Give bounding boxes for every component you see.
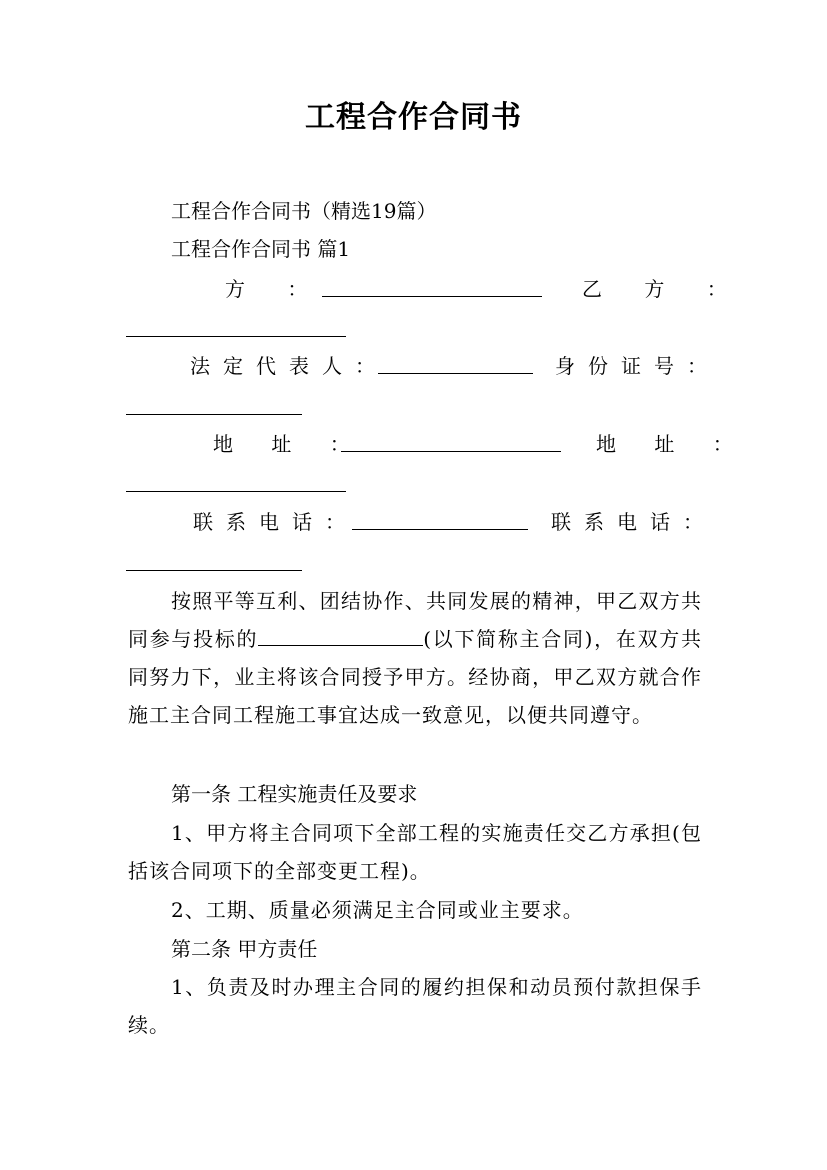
id-number-blank xyxy=(126,413,302,415)
article-2-item-1 xyxy=(128,968,702,1044)
project-name-blank xyxy=(258,623,423,646)
party-a-label: 方 ： xyxy=(225,277,326,301)
chapter-heading: 工程合作合同书 篇1 xyxy=(171,237,351,261)
document-title: 工程合作合同书 xyxy=(305,100,522,135)
address-a-blank xyxy=(341,451,561,452)
article-2-item-1-text: 1、负责及时办理主合同的履约担保和动员预付款担保手续。 xyxy=(128,975,702,1037)
article-1-heading: 第一条 工程实施责任及要求 xyxy=(171,782,418,806)
phone-a-blank xyxy=(352,529,528,530)
article-2-heading: 第二条 甲方责任 xyxy=(171,937,318,961)
address-a-label: 地 址 ： xyxy=(213,432,366,456)
intro-text-part2: (以下简称主合同)，在双方共同努力下，业主将该合同授予甲方。经协商，甲乙双方就合作施工主合同工程施工事宜达成一致意见，以便共同遵守。 xyxy=(128,627,703,727)
party-b-label: 乙 方 ： xyxy=(582,277,745,301)
intro-text-part1: 按照平等互利、团结协作、共同发展的精神，甲乙双方共同参与投标的 xyxy=(128,589,702,651)
legal-rep-blank xyxy=(378,373,533,374)
id-number-label: 身份证号： xyxy=(555,354,720,378)
address-b-label: 地 址 ： xyxy=(596,432,749,456)
phone-b-blank xyxy=(126,569,302,571)
legal-rep-label: 法定代表人： xyxy=(190,354,388,378)
document-subtitle: 工程合作合同书（精选19篇） xyxy=(171,199,437,223)
address-b-blank xyxy=(126,490,346,492)
party-b-blank xyxy=(126,335,346,337)
article-1-item-1-text: 1、甲方将主合同项下全部工程的实施责任交乙方承担(包括该合同项下的全部变更工程)。 xyxy=(128,821,702,883)
phone-b-label: 联系电话： xyxy=(551,510,716,534)
phone-a-label: 联系电话： xyxy=(193,510,358,534)
party-a-blank xyxy=(322,296,542,297)
article-1-item-1 xyxy=(128,814,702,890)
intro-paragraph xyxy=(128,582,702,734)
article-1-item-2: 2、工期、质量必须满足主合同或业主要求。 xyxy=(171,898,584,922)
